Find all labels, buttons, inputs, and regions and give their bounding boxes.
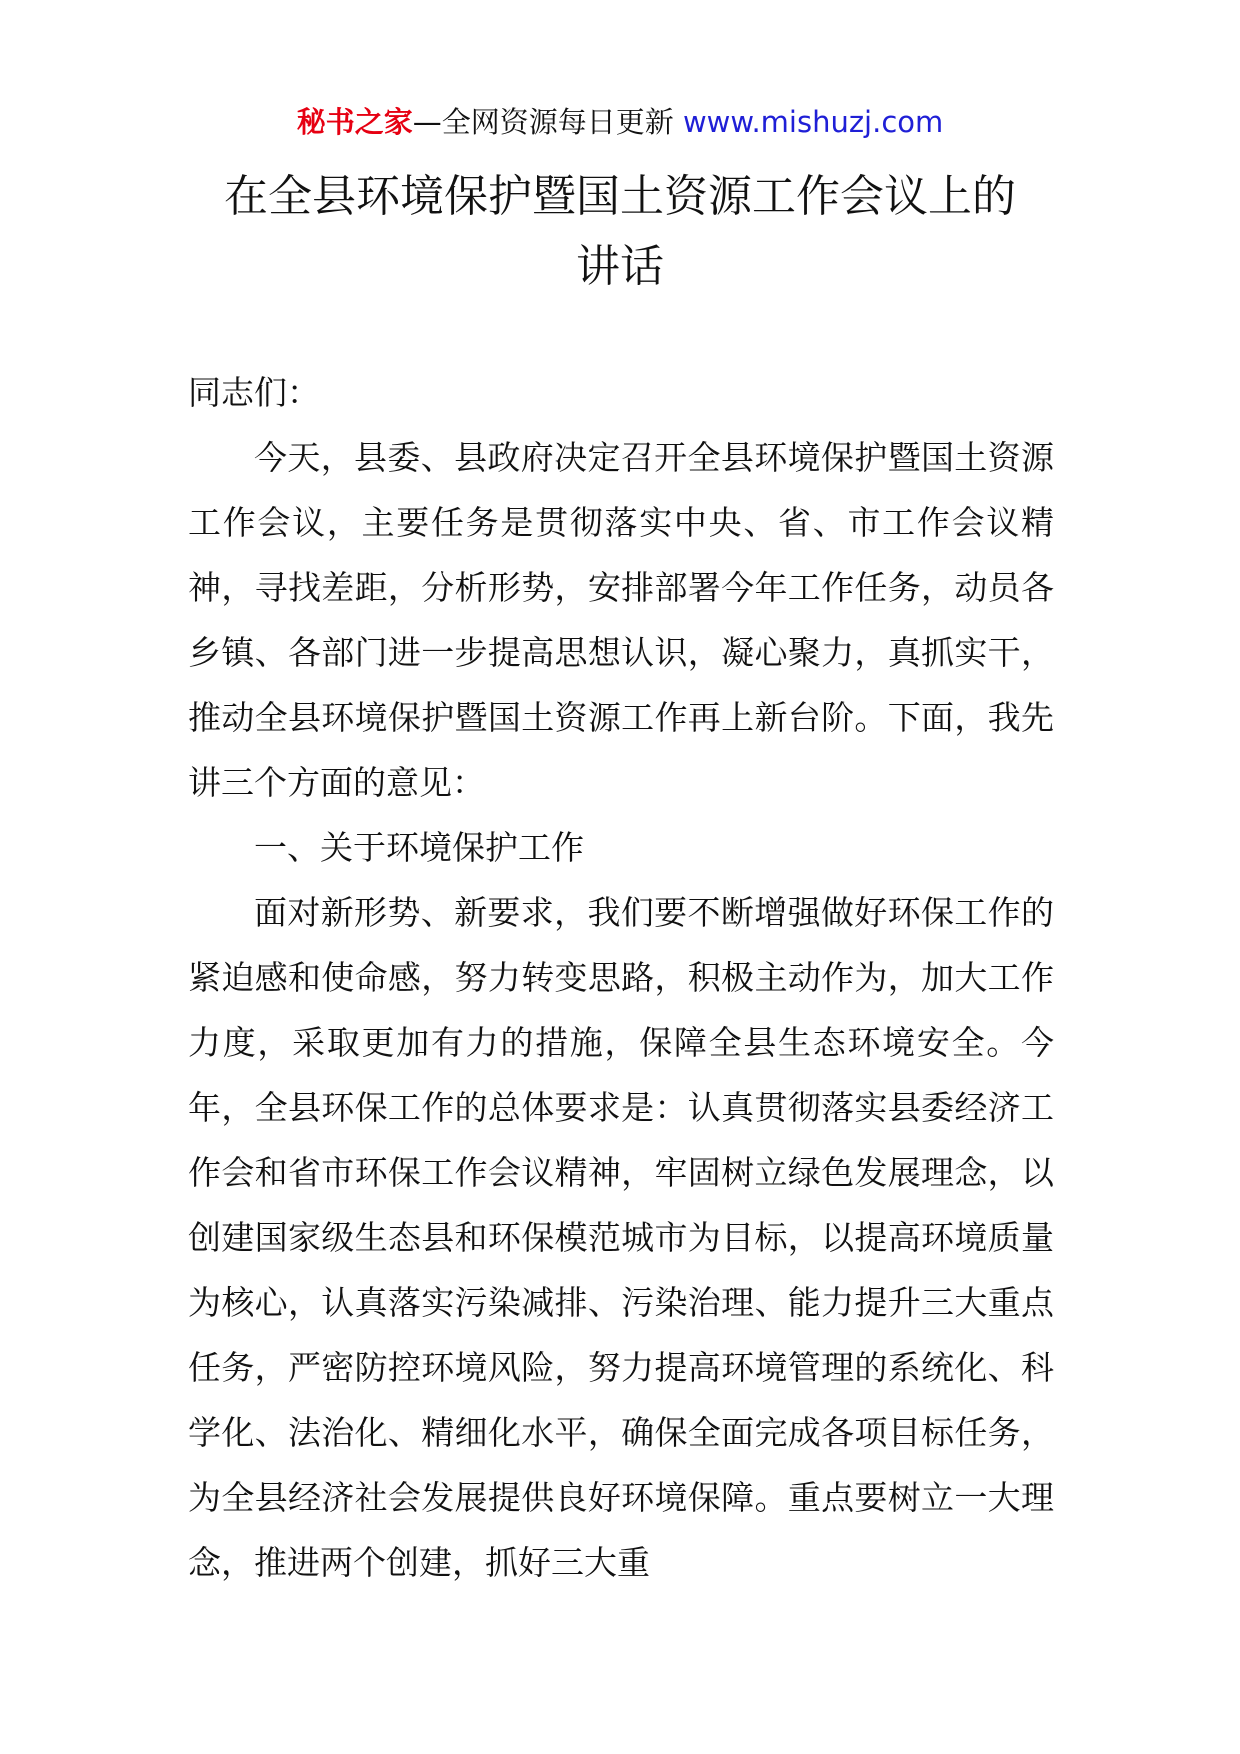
site-brand: 秘书之家 [296, 105, 413, 139]
site-banner [0, 100, 1240, 144]
document-title [150, 162, 1090, 302]
site-slogan: —全网资源每日更新 [412, 105, 683, 139]
document-body [188, 360, 1054, 1595]
salutation: 同志们： [188, 373, 320, 412]
site-url-link[interactable]: www.mishuzj.com [682, 105, 944, 139]
paragraph-intro: 今天，县委、县政府决定召开全县环境保护暨国土资源工作会议，主要任务是贯彻落实中央、省、市工作会议精神，寻找差距，分析形势，安排部署今年工作任务，动员各乡镇、各部门进一步提高思想认识，凝心聚力，真抓实干，推动全县环境保护暨国土资源工作再上新台阶。下面，我先讲三个方面的意见： [188, 438, 1054, 802]
section-heading-1: 一、关于环境保护工作 [254, 828, 584, 867]
document-title-line-2: 讲话 [576, 241, 664, 292]
document-title-line-1: 在全县环境保护暨国土资源工作会议上的 [224, 171, 1016, 222]
paragraph-environment: 面对新形势、新要求，我们要不断增强做好环保工作的紧迫感和使命感，努力转变思路，积极主动作为，加大工作力度，采取更加有力的措施，保障全县生态环境安全。今年，全县环保工作的总体要求是：认真贯彻落实县委经济工作会和省市环保工作会议精神，牢固树立绿色发展理念，以创建国家级生态县和环保模范城市为目标，以提高环境质量为核心，认真落实污染减排、污染治理、能力提升三大重点任务，严密防控环境风险，努力提高环境管理的系统化、科学化、法治化、精细化水平，确保全面完成各项目标任务，为全县经济社会发展提供良好环境保障。重点要树立一大理念，推进两个创建，抓好三大重 [188, 893, 1054, 1582]
